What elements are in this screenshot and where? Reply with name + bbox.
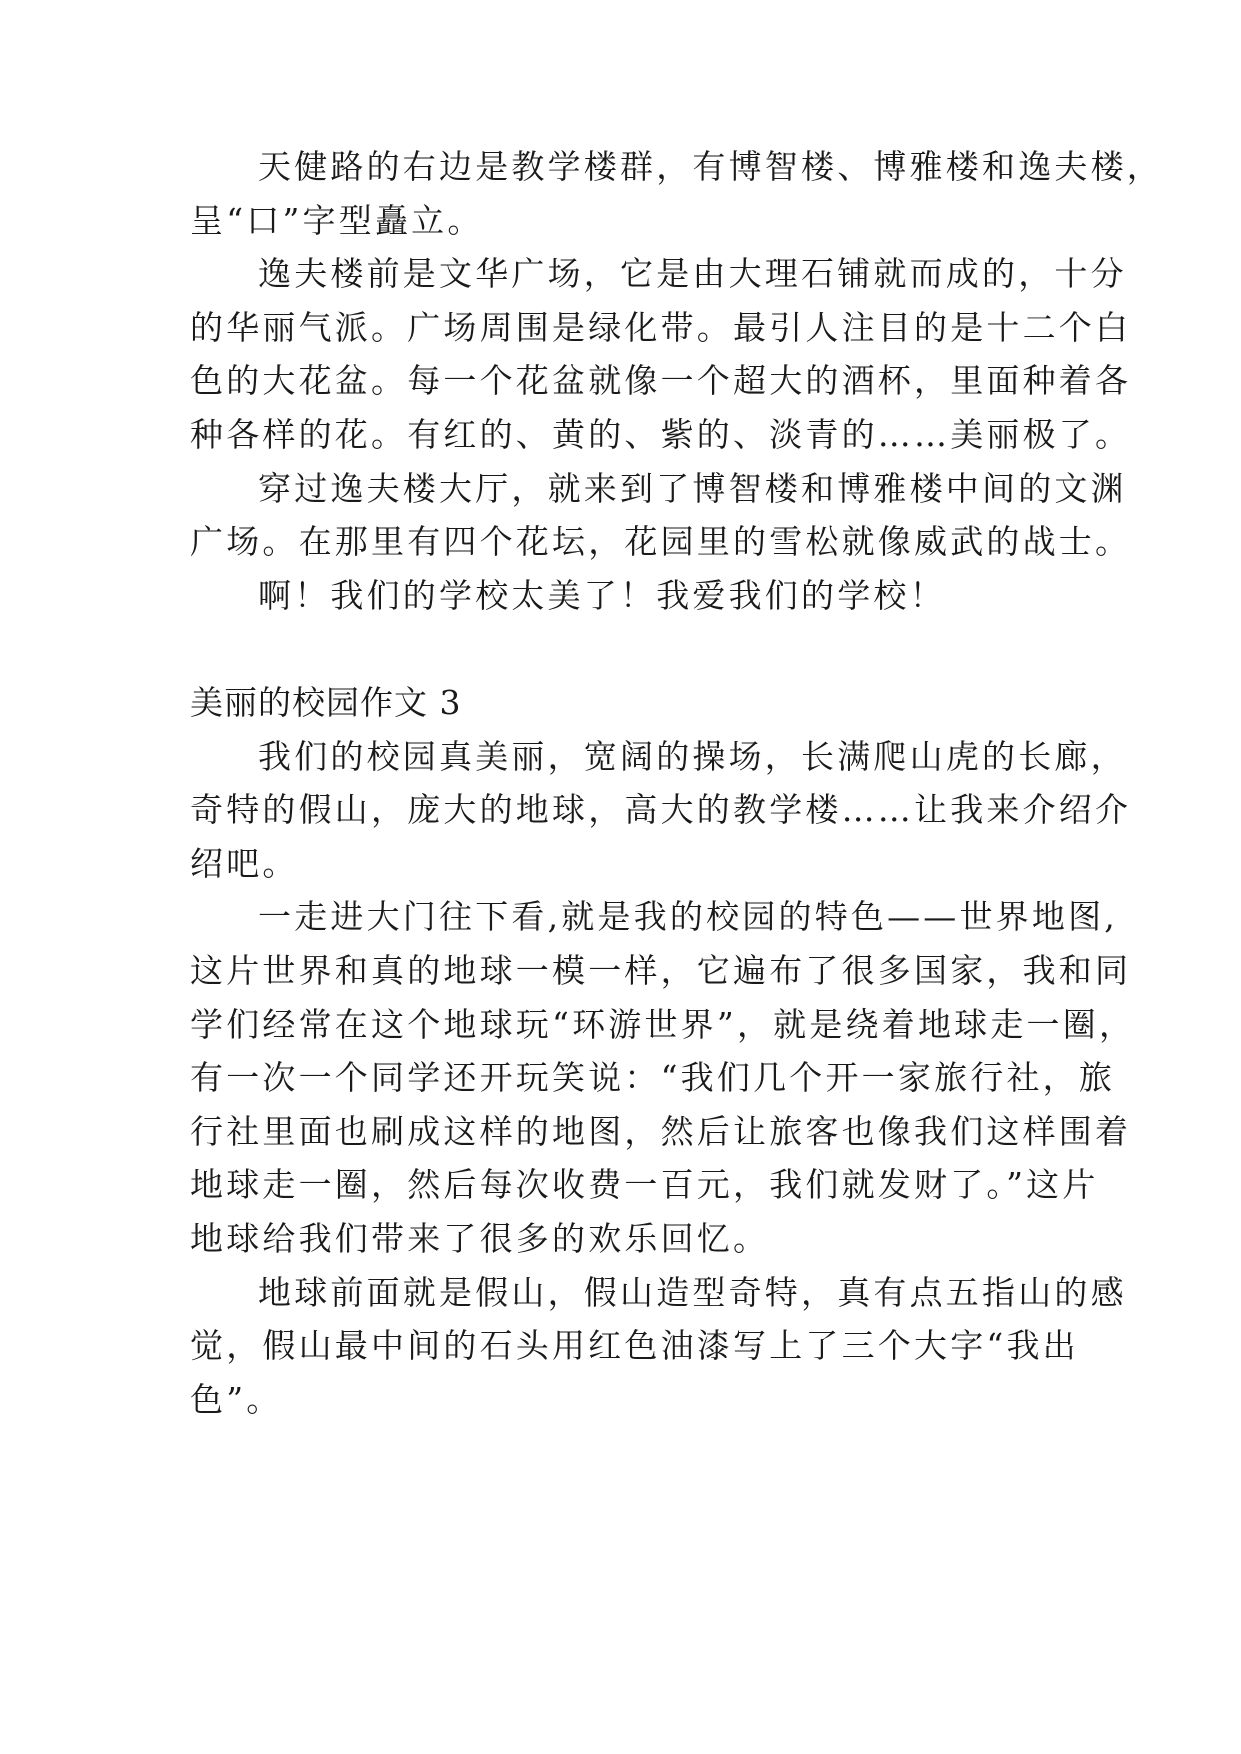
paragraph-line: 这片世界和真的地球一模一样，它遍布了很多国家，我和同 — [190, 951, 1132, 990]
paragraph-line: 觉，假山最中间的石头用红色油漆写上了三个大字“我出 — [190, 1326, 1079, 1365]
paragraph-line: 逸夫楼前是文华广场，它是由大理石铺就而成的，十分 — [258, 254, 1127, 293]
paragraph-line: 地球前面就是假山，假山造型奇特，真有点五指山的感 — [258, 1273, 1127, 1312]
paragraph-line: 行社里面也刷成这样的地图，然后让旅客也像我们这样围着 — [190, 1112, 1132, 1151]
paragraph-line: 色的大花盆。每一个花盆就像一个超大的酒杯，里面种着各 — [190, 361, 1132, 400]
paragraph-line: 广场。在那里有四个花坛，花园里的雪松就像威武的战士。 — [190, 522, 1132, 561]
paragraph-line: 奇特的假山，庞大的地球，高大的教学楼……让我来介绍介 — [190, 790, 1132, 829]
essay-title: 美丽的校园作文 3 — [190, 683, 462, 722]
paragraph-line: 学们经常在这个地球玩“环游世界”，就是绕着地球走一圈， — [190, 1005, 1136, 1044]
paragraph-line: 有一次一个同学还开玩笑说：“我们几个开一家旅行社，旅 — [190, 1058, 1116, 1097]
paragraph-line: 我们的校园真美丽，宽阔的操场，长满爬山虎的长廊， — [258, 737, 1127, 776]
paragraph-line: 穿过逸夫楼大厅，就来到了博智楼和博雅楼中间的文渊 — [258, 469, 1127, 508]
paragraph-line: 啊！我们的学校太美了！我爱我们的学校！ — [258, 576, 946, 615]
paragraph-line: 种各样的花。有红的、黄的、紫的、淡青的……美丽极了。 — [190, 415, 1132, 454]
paragraph-line: 的华丽气派。广场周围是绿化带。最引人注目的是十二个白 — [190, 308, 1132, 347]
paragraph-line: 色”。 — [190, 1380, 283, 1419]
paragraph-line: 呈“口”字型矗立。 — [190, 201, 484, 240]
paragraph-line: 一走进大门往下看,就是我的校园的特色——世界地图, — [258, 897, 1118, 936]
paragraph-line: 绍吧。 — [190, 844, 299, 883]
paragraph-line: 天健路的右边是教学楼群，有博智楼、博雅楼和逸夫楼， — [258, 147, 1163, 186]
paragraph-line: 地球给我们带来了很多的欢乐回忆。 — [190, 1219, 770, 1258]
paragraph-line: 地球走一圈，然后每次收费一百元，我们就发财了。”这片 — [190, 1165, 1099, 1204]
